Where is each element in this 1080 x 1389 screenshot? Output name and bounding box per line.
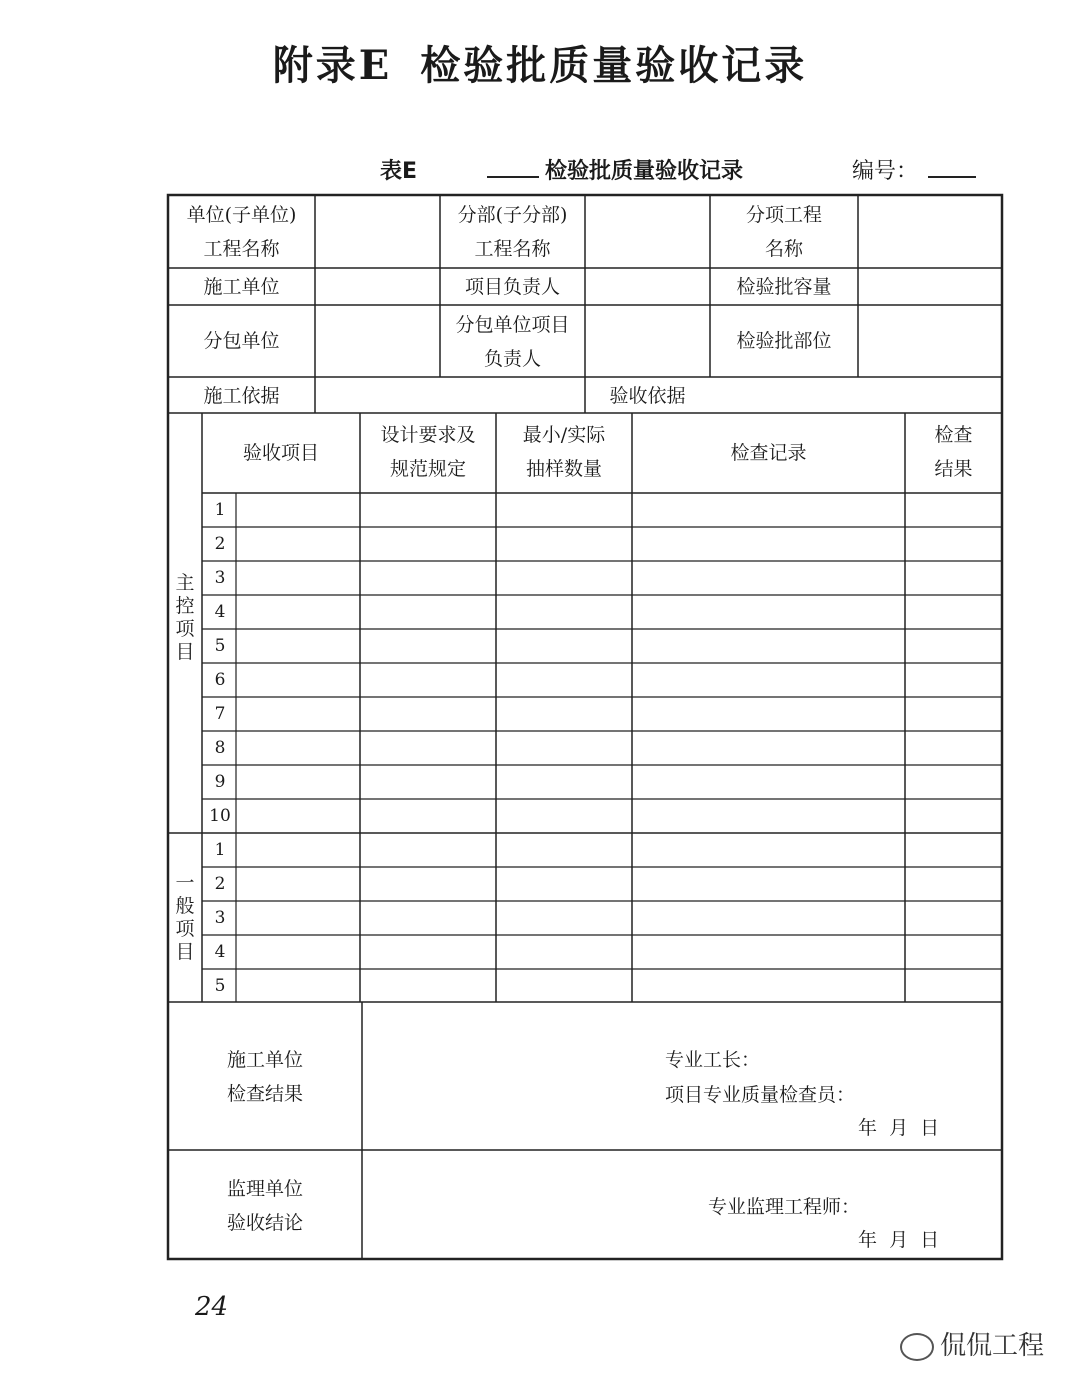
sub-manager-label: 分包单位项目 负责人 (455, 314, 570, 370)
supervisor-engineer-label: 专业监理工程师： (708, 1196, 861, 1218)
general-row-number: 4 (214, 942, 226, 962)
main-row-number: 5 (214, 636, 226, 656)
division-project-label: 分部(子分部) 工程名称 (457, 204, 568, 260)
general-row-number: 2 (214, 874, 226, 894)
col-record-header: 检查记录 (730, 442, 807, 464)
inspector-label: 项目专业质量检查员： (665, 1084, 856, 1106)
watermark-text: 侃侃工程 (940, 1331, 1045, 1361)
general-row-number: 3 (214, 908, 226, 928)
acceptance-basis-label: 验收依据 (609, 385, 686, 407)
main-row-number: 3 (214, 568, 226, 588)
col-sample-header: 最小/实际 抽样数量 (522, 424, 606, 480)
supervisor-date: 年 月 日 (858, 1229, 940, 1251)
batch-location-label: 检验批部位 (736, 330, 832, 352)
batch-capacity-label: 检验批容量 (736, 276, 832, 298)
foreman-label: 专业工长： (665, 1049, 761, 1071)
wechat-icon (900, 1333, 934, 1361)
construction-basis-label: 施工依据 (203, 385, 280, 407)
subcontractor-label: 分包单位 (203, 330, 280, 352)
supervisor-conclusion-label: 监理单位 验收结论 (226, 1178, 303, 1234)
main-row-number: 9 (214, 772, 226, 792)
contractor-date: 年 月 日 (858, 1117, 940, 1139)
page-number: 24 (195, 1292, 229, 1322)
serial-label: 编号： (852, 159, 919, 184)
main-row-number: 7 (214, 704, 226, 724)
table-name: 检验批质量验收记录 (545, 159, 744, 184)
contractor-label: 施工单位 (203, 276, 280, 298)
main-row-number: 10 (209, 806, 231, 826)
main-control-label: 主 控 项 目 (175, 572, 195, 663)
main-row-number: 6 (214, 670, 226, 690)
subitem-project-label: 分项工程 名称 (745, 204, 822, 260)
table-prefix: 表E (380, 159, 418, 184)
general-items-label: 一 般 项 目 (175, 872, 195, 963)
col-design-header: 设计要求及 规范规定 (380, 424, 476, 480)
main-row-number: 8 (214, 738, 226, 758)
col-result-header: 检查 结果 (934, 424, 973, 480)
watermark (900, 1325, 1044, 1362)
col-item-header: 验收项目 (242, 442, 319, 464)
main-row-number: 1 (214, 500, 226, 520)
main-row-number: 2 (214, 534, 226, 554)
contractor-check-label: 施工单位 检查结果 (226, 1049, 303, 1105)
main-row-number: 4 (214, 602, 226, 622)
general-row-number: 5 (214, 976, 226, 996)
project-manager-label: 项目负责人 (464, 276, 560, 298)
general-row-number: 1 (214, 840, 226, 860)
unit-project-label: 单位(子单位) 工程名称 (186, 204, 297, 260)
appendix-title: 附录E 检验批质量验收记录 (272, 42, 808, 89)
